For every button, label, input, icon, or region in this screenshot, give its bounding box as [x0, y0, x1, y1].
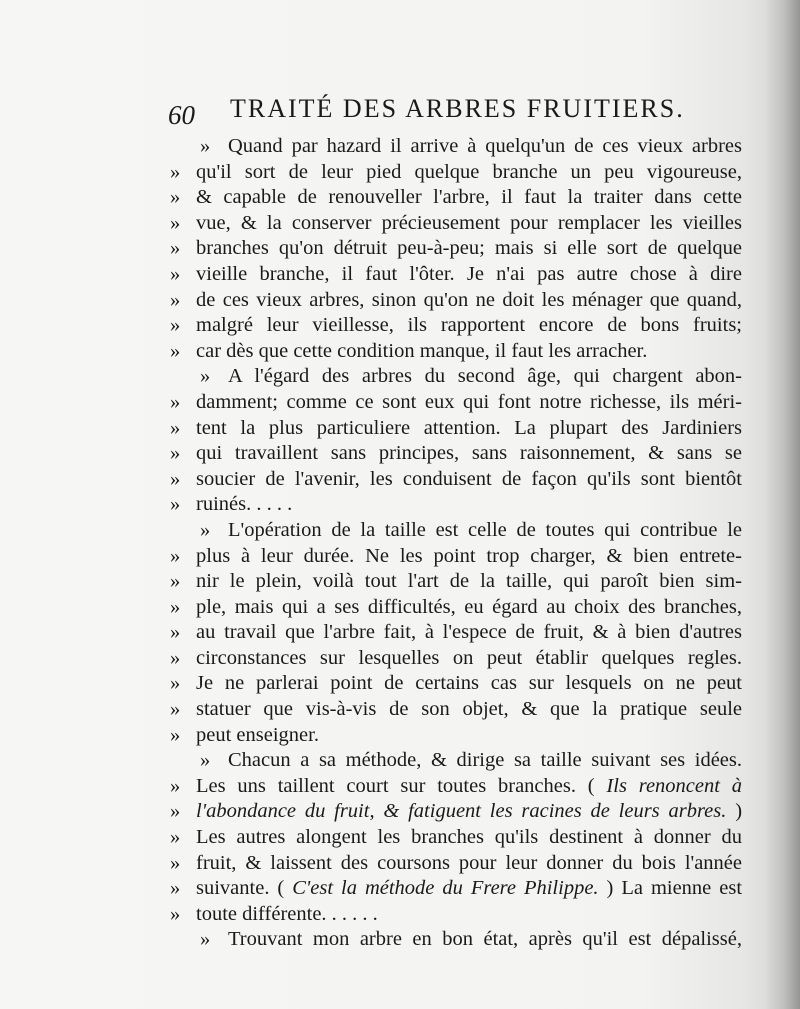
quote-mark: » [170, 262, 181, 285]
line-text: Je ne parlerai point de certains cas sur lesquels on ne peut [196, 672, 742, 695]
line-text: statuer que vis-à-vis de son objet, & que la pratique seule [196, 698, 742, 721]
text-line [170, 518, 742, 544]
text-line [170, 262, 742, 288]
line-text: toute différente. . . . . . [196, 902, 378, 925]
text-line [170, 236, 742, 262]
quote-mark: » [170, 467, 181, 490]
text-line [170, 774, 742, 800]
quote-mark: » [170, 186, 181, 209]
quote-mark: » [170, 544, 181, 567]
text-line [170, 902, 742, 928]
quote-mark: » [170, 493, 181, 516]
line-text: damment; comme ce sont eux qui font notre richesse, ils méri- [196, 390, 742, 413]
text-line [170, 876, 742, 902]
line-text: soucier de l'avenir, les conduisent de façon qu'ils sont bientôt [196, 467, 742, 490]
quote-mark: » [200, 135, 211, 157]
quote-mark: » [170, 698, 181, 721]
line-text: car dès que cette condition manque, il faut les arracher. [196, 339, 648, 362]
quote-mark: » [200, 518, 211, 541]
line-text: au travail que l'arbre fait, à l'espece de fruit, & à bien d'autres [196, 621, 742, 644]
text-line [170, 288, 742, 314]
quote-mark: » [170, 723, 181, 746]
text-line [170, 441, 742, 467]
quote-mark: » [170, 800, 181, 823]
quote-mark: » [170, 237, 181, 260]
quote-mark: » [170, 570, 181, 593]
page-number: 60 [168, 100, 195, 130]
quote-mark: » [170, 774, 181, 797]
quote-mark: » [170, 646, 181, 669]
page-header [168, 92, 685, 132]
line-text: malgré leur vieillesse, ils rapportent encore de bons fruits; [196, 314, 742, 337]
text-line [170, 825, 742, 851]
quote-mark: » [200, 365, 211, 388]
text-line [170, 185, 742, 211]
text-line [170, 927, 742, 953]
line-text: Quand par hazard il arrive à quelqu'un de ces vieux arbres [228, 135, 742, 157]
text-line [170, 723, 742, 749]
line-text-continued: ) [735, 800, 742, 823]
quote-mark: » [170, 314, 181, 337]
line-text: L'opération de la taille est celle de toutes qui contribue le [228, 518, 742, 541]
line-text: Trouvant mon arbre en bon état, après qu'il est dépalissé, [228, 928, 742, 951]
binding-gutter-shadow [764, 0, 800, 1009]
text-line [170, 595, 742, 621]
line-text: ple, mais qui a ses difficultés, eu égard au choix des branches, [196, 595, 742, 618]
line-text: qu'il sort de leur pied quelque branche un peu vigoureuse, [196, 160, 742, 183]
quote-mark: » [200, 749, 211, 772]
quote-mark: » [170, 390, 181, 413]
text-line [170, 364, 742, 390]
line-text: & capable de renouveller l'arbre, il faut la traiter dans cette [196, 186, 742, 209]
line-text: ruinés. . . . . [196, 493, 293, 516]
text-line [170, 416, 742, 442]
line-text: circonstances sur lesquelles on peut établir quelques regles. [196, 646, 742, 669]
quote-mark: » [170, 902, 181, 925]
line-text: suivante. ( [196, 877, 285, 900]
line-text: fruit, & laissent des coursons pour leur donner du bois l'année [196, 851, 742, 874]
text-line [170, 390, 742, 416]
line-text: tent la plus particuliere attention. La plupart des Jardiniers [196, 416, 742, 439]
quote-mark: » [200, 928, 211, 951]
quote-mark: » [170, 672, 181, 695]
text-line [170, 799, 742, 825]
text-line [170, 134, 742, 160]
quote-mark: » [170, 416, 181, 439]
line-text: Les uns taillent court sur toutes branches. ( [196, 774, 595, 797]
text-line [170, 492, 742, 518]
text-line [170, 671, 742, 697]
text-line [170, 339, 742, 365]
quote-mark: » [170, 339, 181, 362]
line-text: qui travaillent sans principes, sans raisonnement, & sans se [196, 442, 742, 465]
quote-mark: » [170, 826, 181, 849]
line-text: A l'égard des arbres du second âge, qui chargent abon- [228, 365, 742, 388]
italic-text: l'abondance du fruit, & fatiguent les racines de leurs arbres. [196, 800, 727, 823]
text-line [170, 211, 742, 237]
quote-mark: » [170, 160, 181, 183]
text-line [170, 646, 742, 672]
italic-text: Ils renoncent à [606, 774, 742, 797]
line-text: Les autres alongent les branches qu'ils destinent à donner du [196, 826, 742, 849]
body-text [170, 134, 742, 953]
text-line [170, 313, 742, 339]
text-line [170, 620, 742, 646]
text-line [170, 544, 742, 570]
quote-mark: » [170, 288, 181, 311]
line-text: Chacun a sa méthode, & dirige sa taille suivant ses idées. [228, 749, 742, 772]
quote-mark: » [170, 211, 181, 234]
text-line [170, 569, 742, 595]
quote-mark: » [170, 595, 181, 618]
line-text: nir le plein, voilà tout l'art de la taille, qui paroît bien sim- [196, 570, 742, 593]
quote-mark: » [170, 877, 181, 900]
line-text: de ces vieux arbres, sinon qu'on ne doit les ménager que quand, [196, 288, 742, 311]
line-text: plus à leur durée. Ne les point trop charger, & bien entrete- [196, 544, 742, 567]
text-line [170, 467, 742, 493]
text-line [170, 160, 742, 186]
line-text: branches qu'on détruit peu-à-peu; mais si elle sort de quelque [196, 237, 742, 260]
italic-text: C'est la méthode du Frere Philippe. [292, 877, 599, 900]
line-text: vue, & la conserver précieusement pour remplacer les vieilles [196, 211, 742, 234]
running-title: TRAITÉ DES ARBRES FRUITIERS. [230, 94, 685, 123]
quote-mark: » [170, 442, 181, 465]
text-line [170, 851, 742, 877]
line-text-continued: ) La mienne est [606, 877, 742, 900]
quote-mark: » [170, 851, 181, 874]
line-text: peut enseigner. [196, 723, 319, 746]
line-text: vieille branche, il faut l'ôter. Je n'ai pas autre chose à dire [196, 262, 742, 285]
quote-mark: » [170, 621, 181, 644]
text-line [170, 697, 742, 723]
text-line [170, 748, 742, 774]
